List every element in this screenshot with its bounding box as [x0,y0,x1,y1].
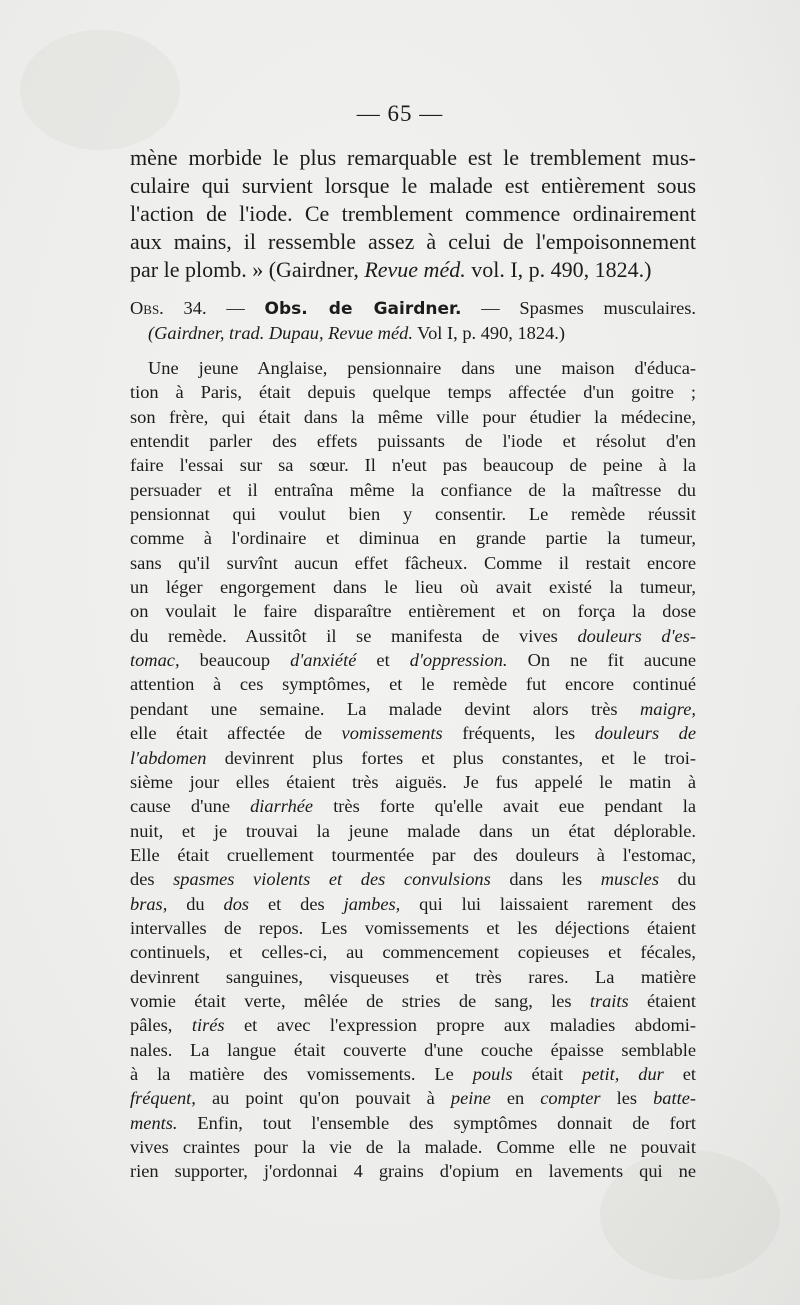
text-line: vomie était verte, mêlée de stries de sang, les traits étaient [130,990,696,1011]
text-line: vives craintes pour la vie de la malade. Comme elle ne pouvait [130,1137,696,1157]
text-line: bras, du dos et des jambes, qui lui laissaient rarement des [130,893,696,914]
text-line: continuels, et celles-ci, au commencement copieuses et fécales, [130,942,696,963]
text-line: comme à l'ordinaire et diminua en grande partie la tumeur, [130,528,696,549]
text-line: aux mains, il ressemble assez à celui de l'empoisonnement [130,229,696,254]
observation-body [130,356,696,1184]
text-line: intervalles de repos. Les vomissements et les déjections étaient [130,917,696,938]
text-line: du remède. Aussitôt il se manifesta de vives douleurs d'es- [130,625,696,646]
text-line: pensionnat qui voulut bien y consentir. Le remède réussit [130,504,696,525]
paragraph-continuation [130,144,696,284]
text-line: attention à ces symptômes, et le remède fut encore continué [130,674,696,695]
text-line: fréquent, au point qu'on pouvait à peine en compter les batte- [130,1088,697,1109]
text-line: nales. La langue était couverte d'une couche épaisse semblable [130,1039,696,1060]
text-line: l'action de l'iode. Ce tremblement commence ordinairement [130,201,696,226]
text-line: Elle était cruellement tourmentée par des douleurs à l'estomac, [130,844,696,865]
text-line: mène morbide le plus remarquable est le tremblement mus- [130,145,696,170]
observation-title-line: Obs. 34. — Obs. de Gairdner. — Spasmes musculaires. [130,298,696,319]
text-line: on voulait le faire disparaître entièrement et on força la dose [130,601,696,622]
text-line: culaire qui survient lorsque le malade est entièrement sous [130,173,696,198]
observation-reference: (Gairdner, trad. Dupau, Revue méd. Vol I, p. 490, 1824.) [148,323,565,343]
text-line: son frère, qui était dans la même ville pour étudier la médecine, [130,406,696,427]
page-number: — 65 — [356,101,444,126]
text-line: tomac, beaucoup d'anxiété et d'oppression. On ne fit aucune [130,650,696,671]
paper-stain [20,30,180,150]
text-line: persuader et il entraîna même la confiance de la maîtresse du [130,479,696,500]
text-line: tion à Paris, était depuis quelque temps affectée d'un goitre ; [130,382,696,403]
text-line: par le plomb. » (Gairdner, Revue méd. vol. I, p. 490, 1824.) [130,257,652,282]
text-line: l'abdomen devinrent plus fortes et plus constantes, et le troi- [130,747,696,768]
text-line: à la matière des vomissements. Le pouls était petit, dur et [130,1063,696,1084]
text-line: devinrent sanguines, visqueuses et très rares. La matière [130,966,696,987]
text-line: rien supporter, j'ordonnai 4 grains d'opium en lavements qui ne [130,1161,696,1182]
text-line: sième jour elles étaient très aiguës. Je fus appelé le matin à [130,771,696,792]
text-line: Une jeune Anglaise, pensionnaire dans une maison d'éduca- [148,358,696,378]
text-line: ments. Enfin, tout l'ensemble des symptômes donnait de fort [130,1112,696,1133]
text-line: pendant une semaine. La malade devint alors très maigre, [130,698,696,719]
text-line: sans qu'il survînt aucun effet fâcheux. Comme il restait encore [130,552,696,573]
text-line: un léger engorgement dans le lieu où avait existé la tumeur, [130,577,696,598]
text-line: nuit, et je trouvai la jeune malade dans un état déplorable. [130,820,696,841]
text-line: faire l'essai sur sa sœur. Il n'eut pas beaucoup de peine à la [130,455,696,476]
text-line: elle était affectée de vomissements fréquents, les douleurs de [130,723,696,744]
text-line: des spasmes violents et des convulsions dans les muscles du [130,869,696,890]
text-line: entendit parler des effets puissants de l'iode et résolut d'en [130,431,696,452]
observation-heading [130,296,696,345]
text-line: pâles, tirés et avec l'expression propre aux maladies abdomi- [130,1015,696,1036]
text-line: cause d'une diarrhée très forte qu'elle avait eue pendant la [130,796,696,817]
